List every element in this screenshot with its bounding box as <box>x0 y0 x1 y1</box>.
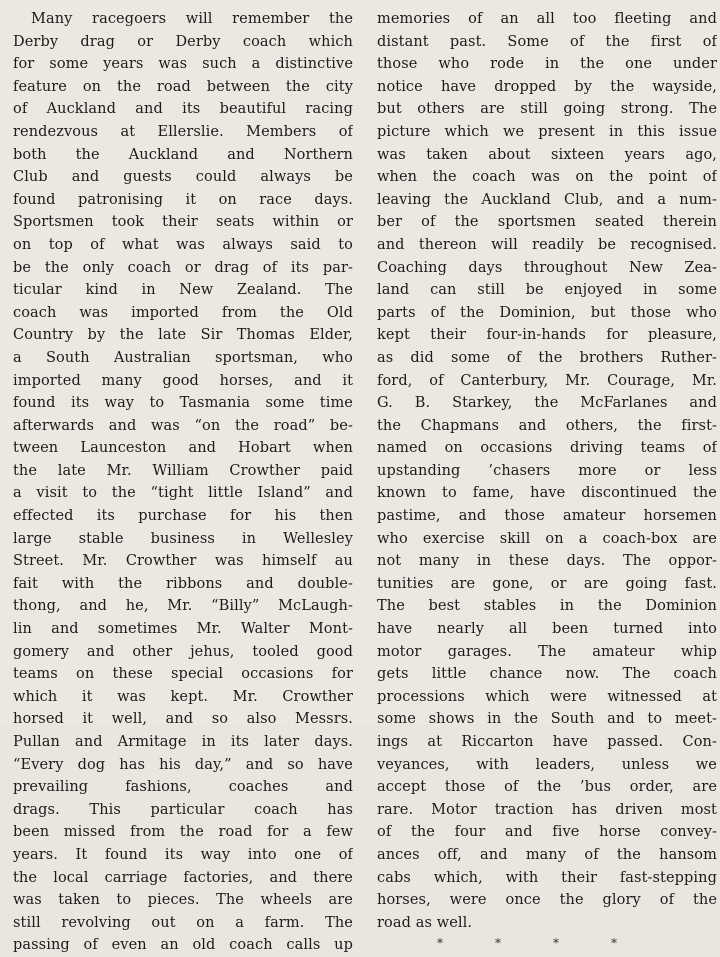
text-line: was taken about sixteen years ago, <box>377 146 717 163</box>
text-line: rare. Motor traction has driven most <box>377 801 717 818</box>
text-line: as did some of the brothers Ruther- <box>377 349 717 366</box>
text-line: leaving the Auckland Club, and a num- <box>377 191 717 208</box>
separator-star: * <box>495 936 501 951</box>
text-line: gets little chance now. The coach <box>377 666 717 683</box>
text-line: fait with the ribbons and double- <box>13 575 353 592</box>
text-line: the late Mr. William Crowther paid <box>13 462 353 479</box>
text-line: distant past. Some of the first of <box>377 33 717 50</box>
text-line: memories of an all too fleeting and <box>377 11 717 27</box>
separator-star: * <box>437 936 443 951</box>
article-columns <box>13 8 717 954</box>
text-line: which it was kept. Mr. Crowther <box>13 688 353 705</box>
text-line: horses, were once the glory of the <box>377 892 717 909</box>
text-line: tween Launceston and Hobart when <box>13 440 353 457</box>
text-line: ber of the sportsmen seated therein <box>377 214 717 231</box>
text-line: of Auckland and its beautiful racing <box>13 101 353 118</box>
text-line: ances off, and many of the hansom <box>377 846 717 863</box>
text-line: rendezvous at Ellerslie. Members of <box>13 123 353 140</box>
text-line: The best stables in the Dominion <box>377 598 717 615</box>
text-line: cabs which, with their fast-stepping <box>377 869 717 886</box>
text-line: drags. This particular coach has <box>13 801 353 818</box>
text-line: effected its purchase for his then <box>13 508 353 525</box>
text-line: tunities are gone, or are going fast. <box>377 575 717 592</box>
text-line: when the coach was on the point of <box>377 169 717 186</box>
text-line: coach was imported from the Old <box>13 304 353 321</box>
separator-star: * <box>611 936 617 951</box>
text-line: those who rode in the one under <box>377 56 717 73</box>
text-line: gomery and other jehus, tooled good <box>13 643 353 660</box>
text-line: kept their four-in-hands for pleasure, <box>377 327 717 344</box>
text-line: was taken to pieces. The wheels are <box>13 892 353 909</box>
text-line: teams on these special occasions for <box>13 666 353 683</box>
text-line: Club and guests could always be <box>13 169 353 186</box>
text-line: Sportsmen took their seats within or <box>13 214 353 231</box>
text-line: of the four and five horse convey- <box>377 824 717 841</box>
text-line: but others are still going strong. The <box>377 101 717 118</box>
text-line: and thereon will readily be recognised. <box>377 236 717 253</box>
text-line: the local carriage factories, and there <box>13 869 353 886</box>
text-line: motor garages. The amateur whip <box>377 643 717 660</box>
text-line: “Every dog has his day,” and so have <box>13 756 353 773</box>
text-line: the Chapmans and others, the first- <box>377 417 717 434</box>
right-column <box>377 8 717 951</box>
text-line: lin and sometimes Mr. Walter Mont- <box>13 621 353 638</box>
text-line: upstanding ’chasers more or less <box>377 462 717 479</box>
text-line: processions which were witnessed at <box>377 688 717 705</box>
text-line: ford, of Canterbury, Mr. Courage, Mr. <box>377 372 717 389</box>
text-line: parts of the Dominion, but those who <box>377 304 717 321</box>
text-line: known to fame, have discontinued the <box>377 485 717 502</box>
text-line: road as well. <box>377 914 473 931</box>
text-line: been missed from the road for a few <box>13 824 353 841</box>
text-line: both the Auckland and Northern <box>13 146 353 163</box>
text-line: some shows in the South and to meet- <box>377 711 717 728</box>
text-line: passing of even an old coach calls up <box>13 937 353 954</box>
text-line: named on occasions driving teams of <box>377 440 717 457</box>
text-line: on top of what was always said to <box>13 236 353 253</box>
text-line: imported many good horses, and it <box>13 372 353 389</box>
text-line: found its way to Tasmania some time <box>13 395 353 412</box>
text-line: found patronising it on race days. <box>13 191 353 208</box>
text-line: ings at Riccarton have passed. Con- <box>377 734 717 750</box>
text-line: a South Australian sportsman, who <box>13 349 353 366</box>
text-line: notice have dropped by the wayside, <box>377 78 717 95</box>
text-line: not many in these days. The oppor- <box>377 553 717 570</box>
text-line: have nearly all been turned into <box>377 621 717 638</box>
text-line: veyances, with leaders, unless we <box>377 756 717 773</box>
text-line: ticular kind in New Zealand. The <box>13 282 353 299</box>
section-separator <box>437 934 617 952</box>
text-line: thong, and he, Mr. “Billy” McLaugh- <box>13 598 353 615</box>
text-line: Country by the late Sir Thomas Elder, <box>13 327 353 344</box>
text-line: prevailing fashions, coaches and <box>13 779 353 796</box>
left-column <box>13 8 353 954</box>
text-line: for some years was such a distinctive <box>13 56 353 73</box>
text-line: accept those of the ’bus order, are <box>377 779 717 796</box>
text-line: G. B. Starkey, the McFarlanes and <box>377 395 717 412</box>
text-line: Derby drag or Derby coach which <box>13 33 353 50</box>
text-line: Coaching days throughout New Zea- <box>377 259 717 276</box>
text-line: afterwards and was “on the road” be- <box>13 417 353 434</box>
text-line: still revolving out on a farm. The <box>13 914 353 931</box>
text-line: picture which we present in this issue <box>377 123 717 140</box>
separator-star: * <box>553 936 559 951</box>
text-line: feature on the road between the city <box>13 78 353 95</box>
text-line: land can still be enjoyed in some <box>377 282 717 299</box>
text-line: a visit to the “tight little Island” and <box>13 485 353 502</box>
text-line: Many racegoers will remember the <box>31 11 353 27</box>
text-line: who exercise skill on a coach-box are <box>377 530 717 547</box>
text-line: pastime, and those amateur horsemen <box>377 508 717 525</box>
text-line: be the only coach or drag of its par- <box>13 259 353 276</box>
text-line: Street. Mr. Crowther was himself au <box>13 553 353 570</box>
text-line: large stable business in Wellesley <box>13 530 353 547</box>
text-line: horsed it well, and so also Messrs. <box>13 711 353 728</box>
text-line: Pullan and Armitage in its later days. <box>13 734 353 750</box>
text-line: years. It found its way into one of <box>13 846 353 863</box>
